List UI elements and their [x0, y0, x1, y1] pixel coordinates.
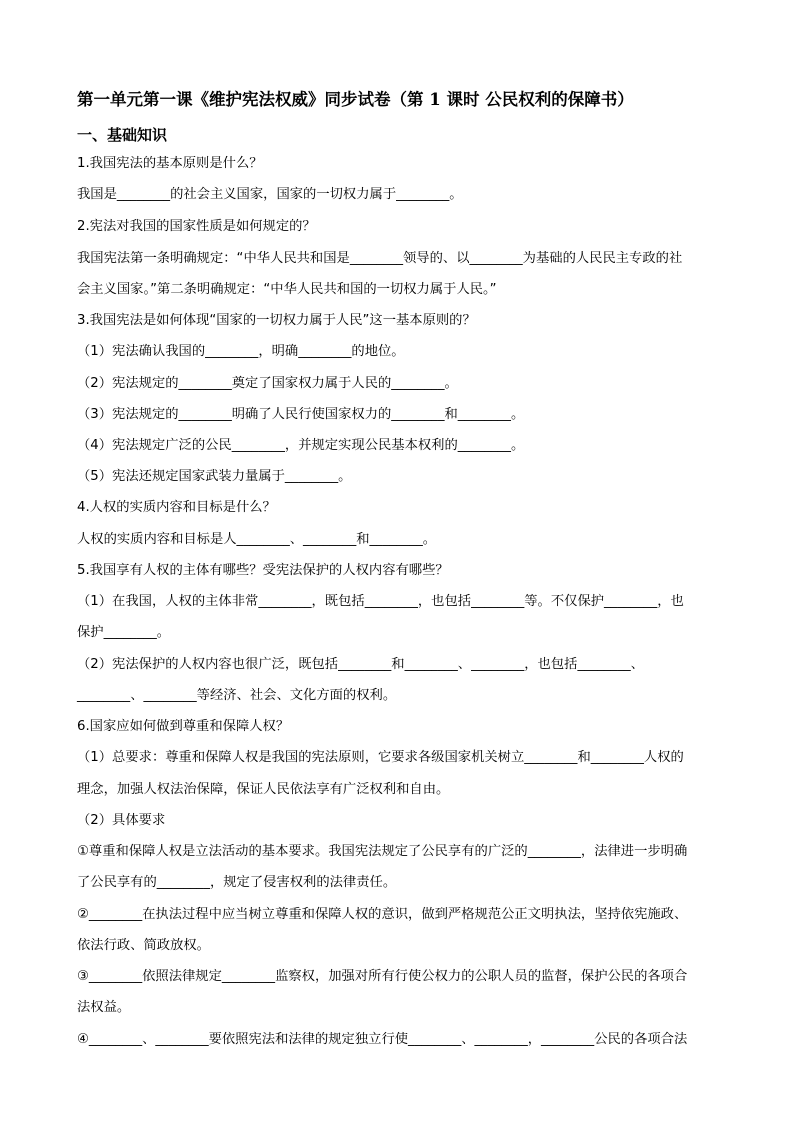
- answer-line: （5）宪法还规定国家武装力量属于________。: [77, 469, 352, 484]
- document-title: 第一单元第一课《维护宪法权威》同步试卷（第 1 课时 公民权利的保障书）: [77, 90, 634, 109]
- answer-line: （3）宪法规定的________明确了人民行使国家权力的________和________。: [77, 407, 525, 422]
- answer-line: ④________、________要依照宪法和法律的规定独立行使________、________，________公民的各项合法: [77, 1032, 688, 1047]
- answer-line: ②________在执法过程中应当树立尊重和保障人权的意识，做到严格规范公正文明执法，坚持依宪施政、: [77, 907, 688, 922]
- answer-line: ________、________等经济、社会、文化方面的权利。: [77, 688, 397, 703]
- answer-line: 我国是________的社会主义国家，国家的一切权力属于________。: [77, 187, 463, 202]
- question-line: 5.我国享有人权的主体有哪些？受宪法保护的人权内容有哪些？: [77, 563, 449, 578]
- answer-line: （2）具体要求: [77, 813, 166, 828]
- answer-line: （4）宪法规定广泛的公民________，并规定实现公民基本权利的________。: [77, 438, 525, 453]
- question-line: 2.宪法对我国的国家性质是如何规定的？: [77, 219, 316, 234]
- answer-line: 我国宪法第一条明确规定：“中华人民共和国是________领导的、以________为基础的人民民主专政的社: [77, 251, 683, 266]
- answer-line: （2）宪法规定的________奠定了国家权力属于人民的________。: [77, 376, 458, 391]
- answer-line: （2）宪法保护的人权内容也很广泛，既包括________和________、________，也包括________、: [77, 657, 644, 672]
- answer-line: 了公民享有的________，规定了侵害权利的法律责任。: [77, 875, 397, 890]
- answer-line: 人权的实质内容和目标是人________、________和________。: [77, 532, 437, 547]
- answer-line: 理念，加强人权法治保障，保证人民依法享有广泛权利和自由。: [77, 782, 450, 797]
- section-heading: 一、基础知识: [77, 126, 168, 144]
- question-line: 6.国家应如何做到尊重和保障人权？: [77, 719, 290, 734]
- answer-line: 保护________。: [77, 625, 171, 640]
- answer-line: ①尊重和保障人权是立法活动的基本要求。我国宪法规定了公民享有的广泛的________，法律进一步明确: [77, 844, 688, 859]
- question-line: 3.我国宪法是如何体现“国家的一切权力属于人民”这一基本原则的？: [77, 313, 476, 328]
- answer-line: （1）总要求：尊重和保障人权是我国的宪法原则，它要求各级国家机关树立________和________人权的: [77, 750, 684, 765]
- answer-line: ③________依照法律规定________监察权，加强对所有行使公权力的公职人员的监督，保护公民的各项合: [77, 969, 688, 984]
- answer-line: （1）在我国，人权的主体非常________，既包括________，也包括________等。不仅保护________，也: [77, 594, 684, 609]
- answer-line: （1）宪法确认我国的________，明确________的地位。: [77, 344, 405, 359]
- answer-line: 法权益。: [77, 1000, 131, 1015]
- question-line: 4.人权的实质内容和目标是什么？: [77, 500, 276, 515]
- answer-line: 依法行政、简政放权。: [77, 938, 210, 953]
- answer-line: 会主义国家。”第二条明确规定：“中华人民共和国的一切权力属于人民。”: [77, 282, 497, 297]
- question-line: 1.我国宪法的基本原则是什么？: [77, 156, 263, 171]
